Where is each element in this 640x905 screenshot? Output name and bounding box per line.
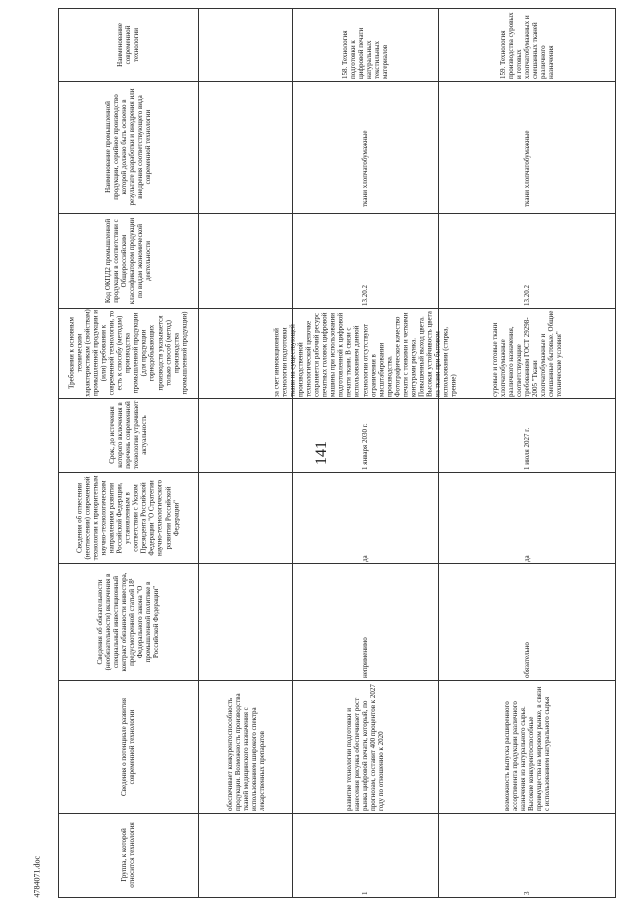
row-159-obligation: обязательно bbox=[522, 641, 531, 678]
row-159-deadline: 1 июля 2027 г. bbox=[522, 427, 531, 470]
row-158-product: ткани хлопчатобумажные bbox=[360, 130, 369, 207]
page-number: 141 bbox=[313, 441, 330, 465]
row-158-strategy: да bbox=[360, 554, 369, 562]
row-159-okpd2: 13.20.2 bbox=[522, 284, 531, 306]
header-strategy: Сведения об отнесении (неотнесении) современной технологии к приоритетным научно-технологическим направлениям развития Российской Федерации, установленным в соответствии с Указом Президента Российской Федерации "О Стратегии научно-технологического развития Российской Федерации" bbox=[75, 475, 181, 560]
row-number: 159. bbox=[498, 66, 507, 79]
carryover-text: обеспечивает конкурентоспособность продукции. Возможность производства тканей медицинского назначения с использованием широкого спектра лекарственных препаратов bbox=[225, 692, 266, 811]
row-159-group: 3 bbox=[522, 891, 531, 895]
row-159-potential: возможность выпуска расширенного ассортимента продукции различного назначения из натурального сырья. Высокие конкурентоспособные преимущества на мировом рынке, в связи с использованием натурального сырья bbox=[502, 686, 551, 811]
header-okpd2: Код ОКПД2 промышленной продукции в соответствии с Общероссийским классификатором продукции по видам экономической деятельности bbox=[103, 217, 153, 304]
header-product-name: Наименование промышленной продукции, серийное производство которой должно быть освоено в результате разработки и внедрения или внедрения соответствующего вида современной технологии bbox=[103, 88, 153, 206]
row-158-potential: развитие технологии подготовки и нанесения рисунка обеспечивает рост рынка цифровой печати, который, по прогнозам, составит 400 процентов к 2027 году по отношению к 2020 bbox=[344, 683, 386, 811]
row-158-group: 1 bbox=[360, 891, 369, 895]
row-159-strategy: да bbox=[522, 554, 531, 562]
header-group: Группа, к которой относится технология bbox=[119, 822, 136, 888]
row-158-obligation: неприменимо bbox=[360, 636, 369, 678]
header-potential: Сведения о потенциале развития современной технологии bbox=[119, 697, 136, 796]
row-159-requirements: суровые и готовые ткани хлопчатобумажные различного назначения, соответствующие требованиям ГОСТ 29298-2005 "Ткани хлопчатобумажные и смешанные бытовые. Общие технические условия" bbox=[490, 310, 563, 397]
header-tech-name: Наименование современной технологии bbox=[115, 22, 141, 67]
technology-table bbox=[58, 8, 616, 898]
document-filename: 4784071.doc bbox=[32, 855, 42, 898]
row-number: 158. bbox=[340, 66, 349, 79]
row-158-deadline: 1 января 2030 г. bbox=[360, 423, 369, 470]
row-158-tech: 158. Технология подготовки к цифровой печати натуральных текстильных материалов bbox=[340, 27, 390, 79]
row-159-product: ткани хлопчатобумажные bbox=[522, 130, 531, 207]
row-158-requirements: за счет инновационной технологии подготовки ткани на существующей производственной технологической цепочке сохраняется рабочий ресурс печатных головок цифровой машины при использовании подготовленной к цифровой печати ткани. В связи с использованием данной технологии отсутствуют ограничения в масштабировании производства. Фотографическое качество печати с тонкими и четкими контурами рисунка. Повышенный выход цвета. Высокая устойчивость цвета на ткани при бытовом использовании (стирка, трение) bbox=[272, 311, 458, 397]
row-159-tech: 159. Технология производства суровых и готовых хлопчатобумажных и смешанных тканей различного назначения bbox=[498, 11, 555, 79]
header-obligation: Сведения об обязательности (необязательности) включения в специальный инвестиционный контракт обязанности инвестора, предусмотренной статьей 18¹ Федерального закона "О промышленной политике в Российской Федерации" bbox=[95, 572, 161, 671]
row-158-okpd2: 13.20.2 bbox=[360, 284, 369, 306]
row-sep bbox=[615, 8, 616, 898]
header-deadline: Срок, до истечения которого включения в перечень современной технологии утрачивает актуальность bbox=[107, 400, 149, 470]
header-requirements: Требования к основным техническим характеристикам (свойствам) промышленной продукции и (или) требования к современной технологии, то есть к способу (методам) производства промышленной продукции (для продукции горнодобывающих производств указывается только способ (метод) производства промышленной продукции) bbox=[67, 309, 189, 397]
table-border-bottom bbox=[58, 897, 616, 898]
